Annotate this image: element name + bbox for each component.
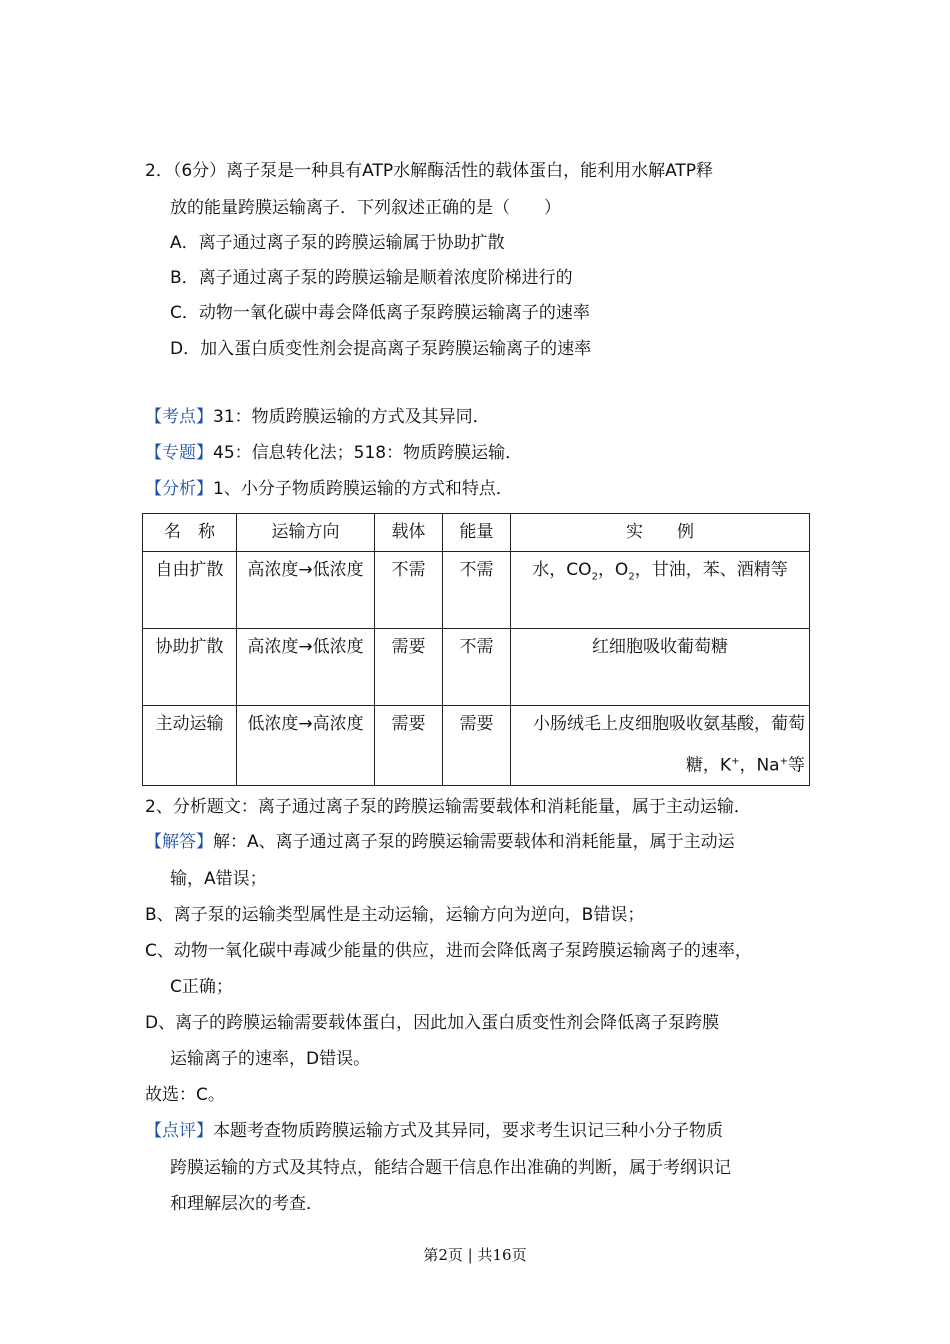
table-cell: 低浓度→高浓度 bbox=[237, 706, 375, 786]
fenxi-line bbox=[145, 478, 513, 500]
table-cell: 不需 bbox=[443, 629, 511, 706]
zhuanti-line bbox=[145, 442, 522, 464]
superscript: + bbox=[779, 756, 788, 767]
question-line-1: 2．（6分）离子泵是一种具有ATP水解酶活性的载体蛋白，能利用水解ATP释 bbox=[145, 161, 714, 181]
table-cell: 需要 bbox=[375, 629, 443, 706]
jieda-b: B、离子泵的运输类型属性是主动运输，运输方向为逆向，B错误； bbox=[145, 905, 645, 925]
jieda-line-1 bbox=[145, 831, 735, 853]
answer-line: 故选：C。 bbox=[145, 1085, 225, 1105]
table-cell: 不需 bbox=[443, 552, 511, 629]
kaodian-tag: 【考点】 bbox=[145, 407, 213, 427]
dianping-tag: 【点评】 bbox=[145, 1121, 213, 1141]
table-row bbox=[143, 552, 810, 629]
table-cell: 红细胞吸收葡萄糖 bbox=[511, 629, 810, 706]
jieda-d-2: 运输离子的速率，D错误。 bbox=[170, 1049, 371, 1069]
jieda-tag: 【解答】 bbox=[145, 832, 213, 852]
dianping-line-3: 和理解层次的考查． bbox=[170, 1194, 323, 1214]
transport-table bbox=[142, 513, 810, 786]
jieda-c-1: C、动物一氧化碳中毒减少能量的供应，进而会降低离子泵跨膜运输离子的速率， bbox=[145, 941, 752, 961]
example-text: 水，CO bbox=[532, 560, 592, 580]
option-d: D．加入蛋白质变性剂会提高离子泵跨膜运输离子的速率 bbox=[170, 339, 592, 359]
dianping-line-1 bbox=[145, 1120, 723, 1142]
example-text: ，Na bbox=[739, 755, 780, 776]
option-b: B．离子通过离子泵的跨膜运输是顺着浓度阶梯进行的 bbox=[170, 268, 573, 288]
table-header: 实 例 bbox=[511, 514, 810, 552]
page-footer: 第2页 | 共16页 bbox=[423, 1246, 527, 1264]
dianping-text: 本题考查物质跨膜运输方式及其异同，要求考生识记三种小分子物质 bbox=[213, 1121, 723, 1141]
superscript: + bbox=[731, 756, 740, 767]
table-cell: 需要 bbox=[443, 706, 511, 786]
table-row bbox=[143, 629, 810, 706]
table-cell: 高浓度→低浓度 bbox=[237, 552, 375, 629]
jieda-c-2: C正确； bbox=[170, 977, 233, 997]
jieda-d-1: D、离子的跨膜运输需要载体蛋白，因此加入蛋白质变性剂会降低离子泵跨膜 bbox=[145, 1013, 720, 1033]
option-c: C．动物一氧化碳中毒会降低离子泵跨膜运输离子的速率 bbox=[170, 303, 590, 323]
table-cell bbox=[511, 706, 810, 786]
option-a: A．离子通过离子泵的跨膜运输属于协助扩散 bbox=[170, 233, 505, 253]
subscript: 2 bbox=[591, 571, 598, 583]
subscript: 2 bbox=[628, 571, 635, 583]
table-cell: 不需 bbox=[375, 552, 443, 629]
example-text: ，甘油，苯、酒精等 bbox=[634, 560, 788, 580]
table-header: 运输方向 bbox=[237, 514, 375, 552]
dianping-line-2: 跨膜运输的方式及其特点，能结合题干信息作出准确的判断，属于考纲识记 bbox=[170, 1158, 731, 1178]
fenxi-tag: 【分析】 bbox=[145, 479, 213, 499]
zhuanti-tag: 【专题】 bbox=[145, 443, 213, 463]
example-text: 小肠绒毛上皮细胞吸收氨基酸，葡萄糖，K bbox=[533, 714, 805, 776]
fenxi-2: 2、分析题文：离子通过离子泵的跨膜运输需要载体和消耗能量，属于主动运输． bbox=[145, 797, 751, 817]
table-cell bbox=[511, 552, 810, 629]
jieda-line-2: 输，A错误； bbox=[170, 869, 267, 889]
table-header-row bbox=[143, 514, 810, 552]
kaodian-line bbox=[145, 406, 490, 428]
example-text: 等 bbox=[788, 755, 805, 776]
table-header: 载体 bbox=[375, 514, 443, 552]
zhuanti-text: 45：信息转化法；518：物质跨膜运输． bbox=[213, 443, 523, 463]
table-row bbox=[143, 706, 810, 786]
table-cell: 高浓度→低浓度 bbox=[237, 629, 375, 706]
table-header: 名 称 bbox=[143, 514, 237, 552]
table-cell: 需要 bbox=[375, 706, 443, 786]
jieda-text: 解：A、离子通过离子泵的跨膜运输需要载体和消耗能量，属于主动运 bbox=[213, 832, 735, 852]
table-cell: 协助扩散 bbox=[143, 629, 237, 706]
fenxi-text: 1、小分子物质跨膜运输的方式和特点． bbox=[213, 479, 513, 499]
table-cell: 自由扩散 bbox=[143, 552, 237, 629]
table-header: 能量 bbox=[443, 514, 511, 552]
table-cell: 主动运输 bbox=[143, 706, 237, 786]
question-line-2: 放的能量跨膜运输离子．下列叙述正确的是（ ） bbox=[170, 198, 561, 218]
kaodian-text: 31：物质跨膜运输的方式及其异同． bbox=[213, 407, 490, 427]
example-text: ，O bbox=[597, 560, 629, 580]
